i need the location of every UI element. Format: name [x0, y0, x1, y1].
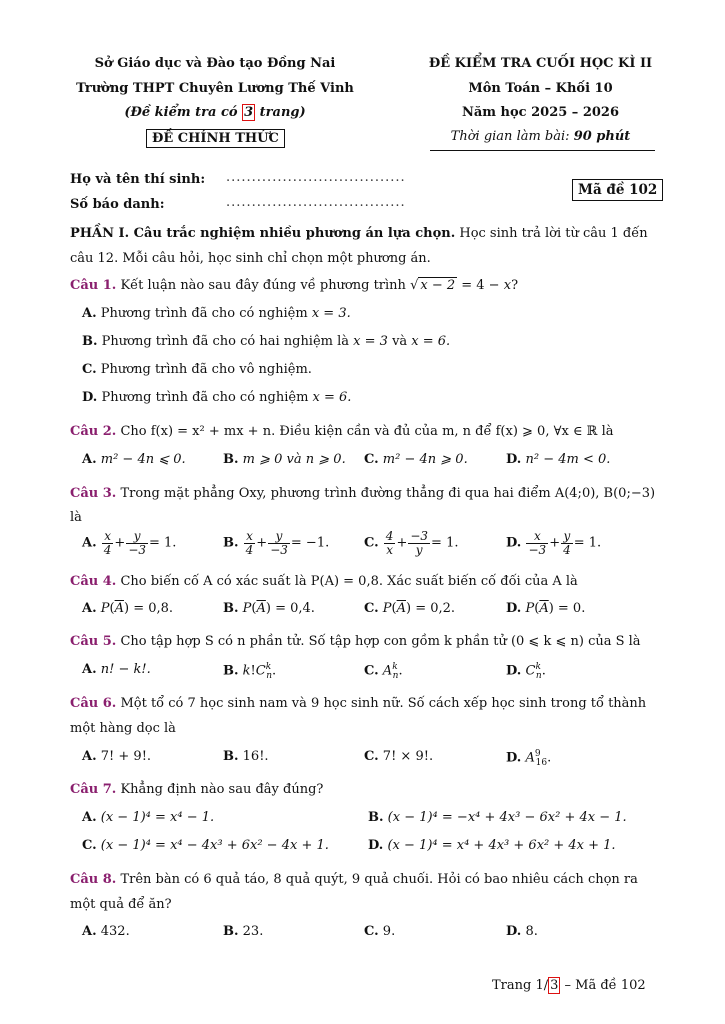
q3-option-b[interactable]: B. $\frac{x}{4}$ + $\frac{y}{-3}$ = −1. — [223, 529, 330, 557]
page-count-number: 3 — [244, 105, 254, 120]
student-name-label: Họ và tên thí sinh: — [70, 172, 206, 187]
question-7: Câu 7. Khẳng định nào sau đây đúng? — [70, 782, 324, 797]
q4-option-b[interactable]: B. $P(\overline{A}) = 0,4$. — [223, 601, 315, 616]
header-divider — [430, 150, 655, 151]
official-exam-stamp: ĐỀ CHÍNH THỨC — [146, 129, 285, 148]
q3-option-c[interactable]: C. $\frac{4}{x}$ + $\frac{-3}{y}$ = 1. — [364, 529, 459, 557]
question-8: Câu 8. Trên bàn có 6 quả táo, 8 quả quýt, 9 quả chuối. Hỏi có bao nhiêu cách chọn ra — [70, 872, 638, 887]
question-3: Câu 3. Trong mặt phẳng Oxy, phương trình đường thẳng đi qua hai điểm A(4;0), B(0;−3) — [70, 486, 656, 501]
q2-option-c[interactable]: C. m² − 4n ⩾ 0. — [364, 452, 468, 467]
part1-intro: câu 12. Mỗi câu hỏi, học sinh chỉ chọn một phương án. — [70, 251, 431, 266]
question-3-cont: là — [70, 510, 82, 525]
q5-option-a[interactable]: A. n! − k!. — [82, 662, 151, 677]
part1-heading: PHẦN I. Câu trắc nghiệm nhiều phương án lựa chọn. Học sinh trả lời từ câu 1 đến — [70, 226, 648, 241]
exam-code-box: Mã đề 102 — [572, 179, 663, 201]
q1-option-b[interactable]: B. Phương trình đã cho có hai nghiệm là x = 3 và x = 6. — [82, 334, 451, 349]
student-name-field[interactable]: ................................... — [226, 170, 406, 185]
question-2: Câu 2. Cho f(x) = x² + mx + n. Điều kiện cần và đủ của m, n để f(x) ⩾ 0, ∀x ∈ ℝ là — [70, 424, 614, 439]
q6-option-d[interactable]: D. $A^9_{16}$. — [506, 749, 552, 768]
q4-option-d[interactable]: D. $P(\overline{A}) = 0$. — [506, 601, 586, 616]
q8-option-a[interactable]: A. 432. — [82, 924, 130, 939]
page-footer: Trang 1/ 3 – Mã đề 102 — [492, 978, 646, 993]
q5-option-d[interactable]: D. $C^k_n$. — [506, 662, 546, 681]
school-year: Năm học 2025 – 2026 — [461, 105, 620, 120]
page-count-note: (Đề kiểm tra có 3 trang) — [124, 105, 306, 120]
q2-option-a[interactable]: A. m² − 4n ⩽ 0. — [82, 452, 186, 467]
question-6: Câu 6. Một tổ có 7 học sinh nam và 9 học sinh nữ. Số cách xếp học sinh trong tổ thành — [70, 696, 647, 711]
q7-option-b[interactable]: B. (x − 1)⁴ = −x⁴ + 4x³ − 6x² + 4x − 1. — [368, 810, 627, 825]
q8-option-b[interactable]: B. 23. — [223, 924, 264, 939]
q8-option-c[interactable]: C. 9. — [364, 924, 396, 939]
question-4: Câu 4. Cho biến cố A có xác suất là P(A) = 0,8. Xác suất biến cố đối của A là — [70, 574, 578, 589]
q2-option-d[interactable]: D. n² − 4m < 0. — [506, 452, 611, 467]
q6-option-c[interactable]: C. 7! × 9!. — [364, 749, 434, 764]
q7-option-a[interactable]: A. (x − 1)⁴ = x⁴ − 1. — [82, 810, 215, 825]
q7-option-c[interactable]: C. (x − 1)⁴ = x⁴ − 4x³ + 6x² − 4x + 1. — [82, 838, 329, 853]
q8-option-d[interactable]: D. 8. — [506, 924, 538, 939]
q1-option-c[interactable]: C. Phương trình đã cho vô nghiệm. — [82, 362, 312, 377]
question-5: Câu 5. Cho tập hợp S có n phần tử. Số tập hợp con gồm k phần tử (0 ⩽ k ⩽ n) của S là — [70, 634, 641, 649]
q6-option-a[interactable]: A. 7! + 9!. — [82, 749, 152, 764]
exam-duration: Thời gian làm bài: 90 phút — [450, 129, 631, 144]
q7-option-d[interactable]: D. (x − 1)⁴ = x⁴ + 4x³ + 6x² + 4x + 1. — [368, 838, 616, 853]
question-8-cont: một quả để ăn? — [70, 897, 172, 912]
school-name: Trường THPT Chuyên Lương Thế Vinh — [76, 81, 354, 96]
subject-line: Môn Toán – Khối 10 — [468, 81, 613, 96]
question-6-cont: một hàng dọc là — [70, 721, 176, 736]
q4-option-c[interactable]: C. $P(\overline{A}) = 0,2$. — [364, 601, 456, 616]
footer-page-total: 3 — [550, 978, 559, 993]
q5-option-c[interactable]: C. $A^k_n$. — [364, 662, 403, 681]
q5-option-b[interactable]: B. $k!C^k_n$. — [223, 662, 277, 681]
department-name: Sở Giáo dục và Đào tạo Đồng Nai — [94, 56, 336, 71]
q2-option-b[interactable]: B. m ⩾ 0 và n ⩾ 0. — [223, 452, 346, 467]
q3-option-a[interactable]: A. $\frac{x}{4}$ + $\frac{y}{-3}$ = 1. — [82, 529, 177, 557]
student-id-field[interactable]: ................................... — [226, 195, 406, 210]
q4-option-a[interactable]: A. $P(\overline{A}) = 0,8$. — [82, 601, 174, 616]
q6-option-b[interactable]: B. 16!. — [223, 749, 269, 764]
exam-title: ĐỀ KIỂM TRA CUỐI HỌC KÌ II — [428, 56, 653, 71]
student-id-label: Số báo danh: — [70, 197, 165, 212]
q1-option-d[interactable]: D. Phương trình đã cho có nghiệm x = 6. — [82, 390, 352, 405]
question-1: Câu 1. Kết luận nào sau đây đúng về phương trình √ x − 2 = 4 − x? — [70, 278, 519, 293]
q1-option-a[interactable]: A. Phương trình đã cho có nghiệm x = 3. — [82, 306, 351, 321]
q3-option-d[interactable]: D. $\frac{x}{-3}$ + $\frac{y}{4}$ = 1. — [506, 529, 602, 557]
